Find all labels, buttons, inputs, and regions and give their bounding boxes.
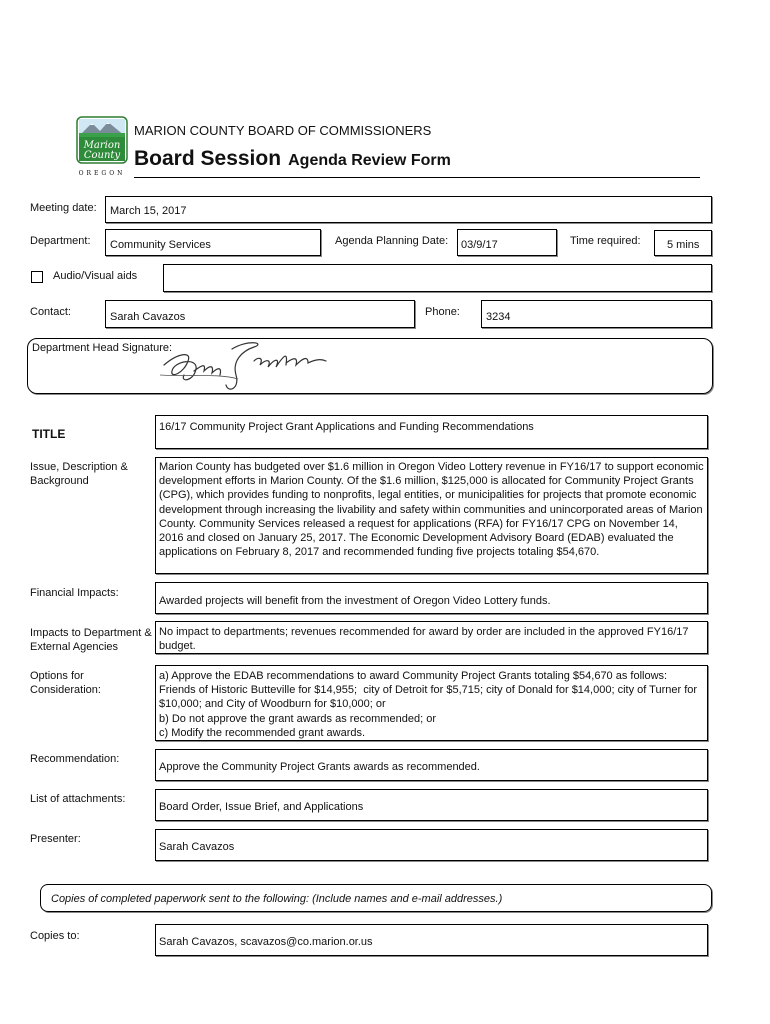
impacts-field[interactable]	[155, 621, 708, 654]
recommendation-value: Approve the Community Project Grants awards as recommended.	[159, 761, 480, 773]
impacts-label: Impacts to Department & External Agencies	[30, 627, 152, 653]
financial-label: Financial Impacts:	[30, 587, 119, 599]
financial-value: Awarded projects will benefit from the investment of Oregon Video Lottery funds.	[159, 595, 551, 607]
recommendation-field[interactable]	[155, 749, 708, 781]
phone-label: Phone:	[425, 306, 460, 318]
copies-note-text: Copies of completed paperwork sent to the following: (Include names and e-mail addresses.)	[51, 893, 503, 905]
contact-field[interactable]	[105, 300, 415, 328]
planning-date-label: Agenda Planning Date:	[335, 235, 449, 247]
form-title-rest: Agenda Review Form	[288, 152, 451, 169]
issue-value: Marion County has budgeted over $1.6 million in Oregon Video Lottery revenue in FY16/17 to support economic development efforts in Marion County. Of the $1.6 million, $125,000 is allocated for Community Project Grants (CPG), which provides funding to nonprofits, legal entities, or municipalities for projects that promote economic development through increasing the livability and safety within communities and unincorporated areas of Marion County. Community Services released a request for applications (RFA) for FY16/17 CPG on November 14, 2016 and closed on January 25, 2017. The Economic Development Advisory Board (EDAB) evaluated the applications on February 8, 2017 and recommended funding five projects totaling $54,670.	[159, 461, 704, 559]
time-required-value: 5 mins	[667, 239, 700, 251]
planning-date-field[interactable]	[457, 229, 557, 256]
logo-mountain-icon	[76, 116, 128, 164]
department-field[interactable]	[105, 229, 321, 256]
av-aids-label: Audio/Visual aids	[53, 270, 138, 282]
meeting-date-label: Meeting date:	[30, 202, 97, 214]
presenter-value: Sarah Cavazos	[159, 841, 235, 853]
county-logo	[76, 116, 128, 178]
title-field[interactable]	[155, 415, 708, 449]
attachments-field[interactable]	[155, 789, 708, 821]
form-title-bold: Board Session	[134, 147, 282, 170]
title-value: 16/17 Community Project Grant Applications and Funding Recommendations	[159, 421, 534, 433]
copies-to-field[interactable]	[155, 924, 708, 956]
time-required-field[interactable]	[654, 230, 712, 256]
svg-text:County: County	[83, 150, 121, 161]
copies-note-box	[40, 884, 712, 912]
planning-date-value: 03/9/17	[461, 239, 498, 251]
issue-label: Issue, Description & Background	[30, 461, 128, 487]
time-required-label: Time required:	[570, 235, 641, 247]
header-rule	[134, 177, 700, 178]
av-aids-field[interactable]	[163, 264, 712, 292]
presenter-label: Presenter:	[30, 833, 81, 845]
contact-label: Contact:	[30, 306, 71, 318]
signature-image	[158, 335, 334, 395]
attachments-label: List of attachments:	[30, 793, 126, 805]
contact-value: Sarah Cavazos	[110, 311, 186, 323]
form-title	[134, 147, 451, 171]
department-label: Department:	[30, 235, 91, 247]
issue-field[interactable]	[155, 457, 708, 574]
signature-label: Department Head Signature:	[32, 342, 173, 354]
recommendation-label: Recommendation:	[30, 753, 120, 765]
options-field[interactable]	[155, 665, 708, 741]
impacts-value: No impact to departments; revenues recommended for award by order are included in the approved FY16/17 budget.	[159, 626, 689, 653]
options-value: a) Approve the EDAB recommendations to award Community Project Grants totaling $54,670 as follows: Friends of Historic Butteville for $14,955; city of Detroit for $5,715; city of Donald for $14,000; city of Turner for $10,000; and City of Woodburn for $10,000; or b) Do not approve the grant awards as recommended; or c) Modify the recommended grant awards.	[159, 670, 698, 739]
copies-to-label: Copies to:	[30, 930, 80, 942]
presenter-field[interactable]	[155, 829, 708, 861]
av-aids-checkbox[interactable]	[31, 271, 43, 283]
department-value: Community Services	[110, 239, 211, 251]
meeting-date-field[interactable]	[105, 196, 712, 223]
svg-text:Marion: Marion	[83, 140, 121, 151]
meeting-date-value: March 15, 2017	[110, 205, 187, 217]
phone-field[interactable]	[481, 300, 712, 328]
options-label: Options for Consideration:	[30, 670, 101, 696]
org-name: MARION COUNTY BOARD OF COMMISSIONERS	[134, 123, 432, 138]
title-label: TITLE	[32, 427, 66, 441]
attachments-value: Board Order, Issue Brief, and Applications	[159, 801, 364, 813]
logo-state: OREGON	[78, 170, 126, 177]
phone-value: 3234	[486, 311, 511, 323]
financial-field[interactable]	[155, 582, 708, 614]
copies-to-value: Sarah Cavazos, scavazos@co.marion.or.us	[159, 936, 373, 948]
